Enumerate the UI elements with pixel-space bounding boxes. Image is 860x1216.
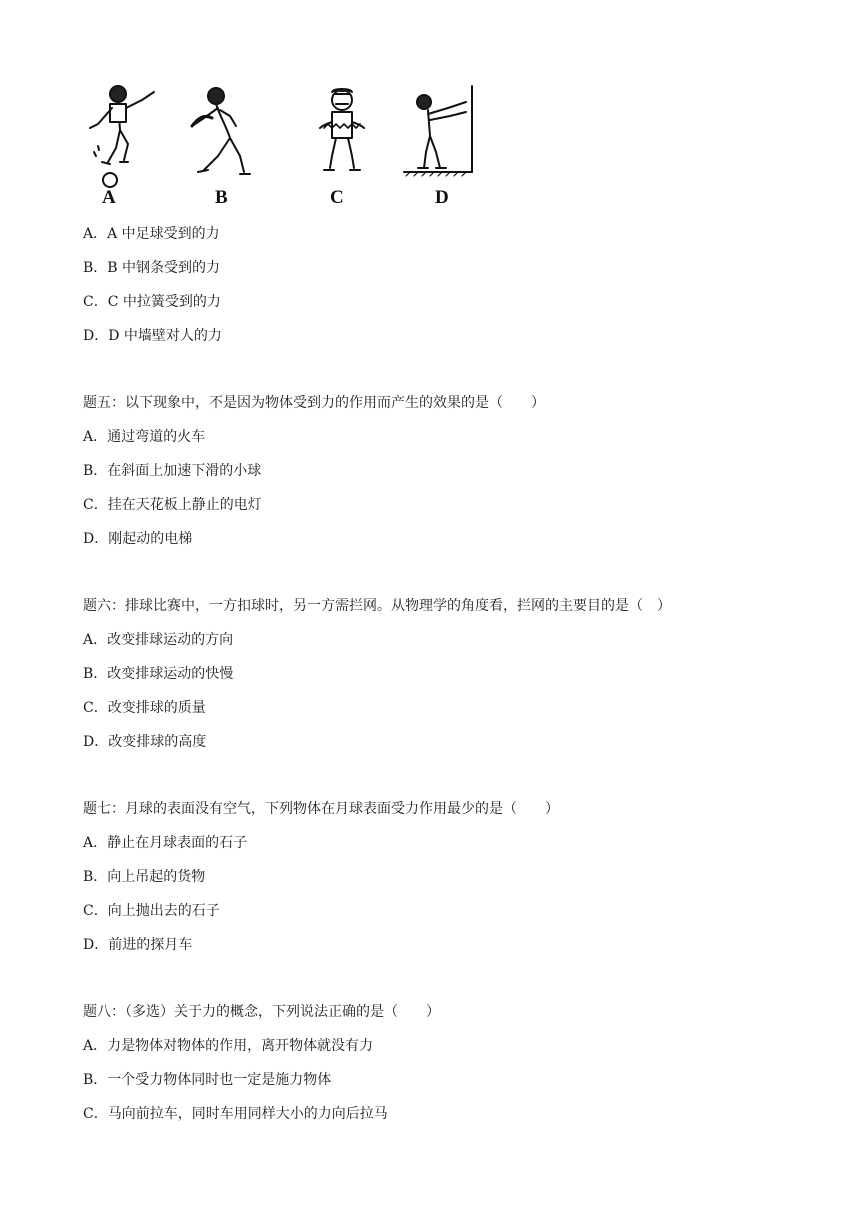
q4-option-b: B．B 中钢条受到的力 <box>83 260 221 276</box>
q7-stem: 题七：月球的表面没有空气，下列物体在月球表面受力作用最少的是（ ） <box>83 801 559 817</box>
person-kicking-ball-illustration <box>90 86 154 187</box>
person-pulling-spring-illustration <box>320 89 364 170</box>
q6-option-c: C．改变排球的质量 <box>83 700 206 716</box>
q7-option-b: B．向上吊起的货物 <box>83 869 206 885</box>
q8-option-b: B．一个受力物体同时也一定是施力物体 <box>83 1072 332 1088</box>
q6-option-a: A．改变排球运动的方向 <box>83 632 234 648</box>
q5-stem: 题五：以下现象中，不是因为物体受到力的作用而产生的效果的是（ ） <box>83 395 545 411</box>
q4-option-d: D．D 中墙壁对人的力 <box>83 328 222 344</box>
q4-option-a: A．A 中足球受到的力 <box>83 226 220 242</box>
figure-label-d: D <box>435 187 449 208</box>
q5-option-d: D．刚起动的电梯 <box>83 531 193 547</box>
force-illustration-figure <box>80 82 482 212</box>
q7-option-c: C．向上抛出去的石子 <box>83 903 220 919</box>
q8-option-a: A．力是物体对物体的作用，离开物体就没有力 <box>83 1038 374 1054</box>
q5-option-c: C．挂在天花板上静止的电灯 <box>83 497 262 513</box>
figure-label-a: A <box>102 187 116 208</box>
force-illustration <box>80 82 482 194</box>
figure-label-c: C <box>330 187 344 208</box>
q8-stem: 题八：（多选）关于力的概念，下列说法正确的是（ ） <box>83 1004 440 1020</box>
person-bending-bar-illustration <box>192 88 250 174</box>
figure-label-b: B <box>215 187 228 208</box>
q5-option-b: B．在斜面上加速下滑的小球 <box>83 463 262 479</box>
q7-option-a: A．静止在月球表面的石子 <box>83 835 248 851</box>
q6-option-d: D．改变排球的高度 <box>83 734 207 750</box>
q4-option-c: C．C 中拉簧受到的力 <box>83 294 221 310</box>
q6-option-b: B．改变排球运动的快慢 <box>83 666 234 682</box>
q6-stem: 题六：排球比赛中，一方扣球时，另一方需拦网。从物理学的角度看，拦网的主要目的是（ ） <box>83 598 671 614</box>
q7-option-d: D．前进的探月车 <box>83 937 193 953</box>
q5-option-a: A．通过弯道的火车 <box>83 429 206 445</box>
q8-option-c: C．马向前拉车，同时车用同样大小的力向后拉马 <box>83 1106 388 1122</box>
person-pushing-wall-illustration <box>404 86 472 176</box>
